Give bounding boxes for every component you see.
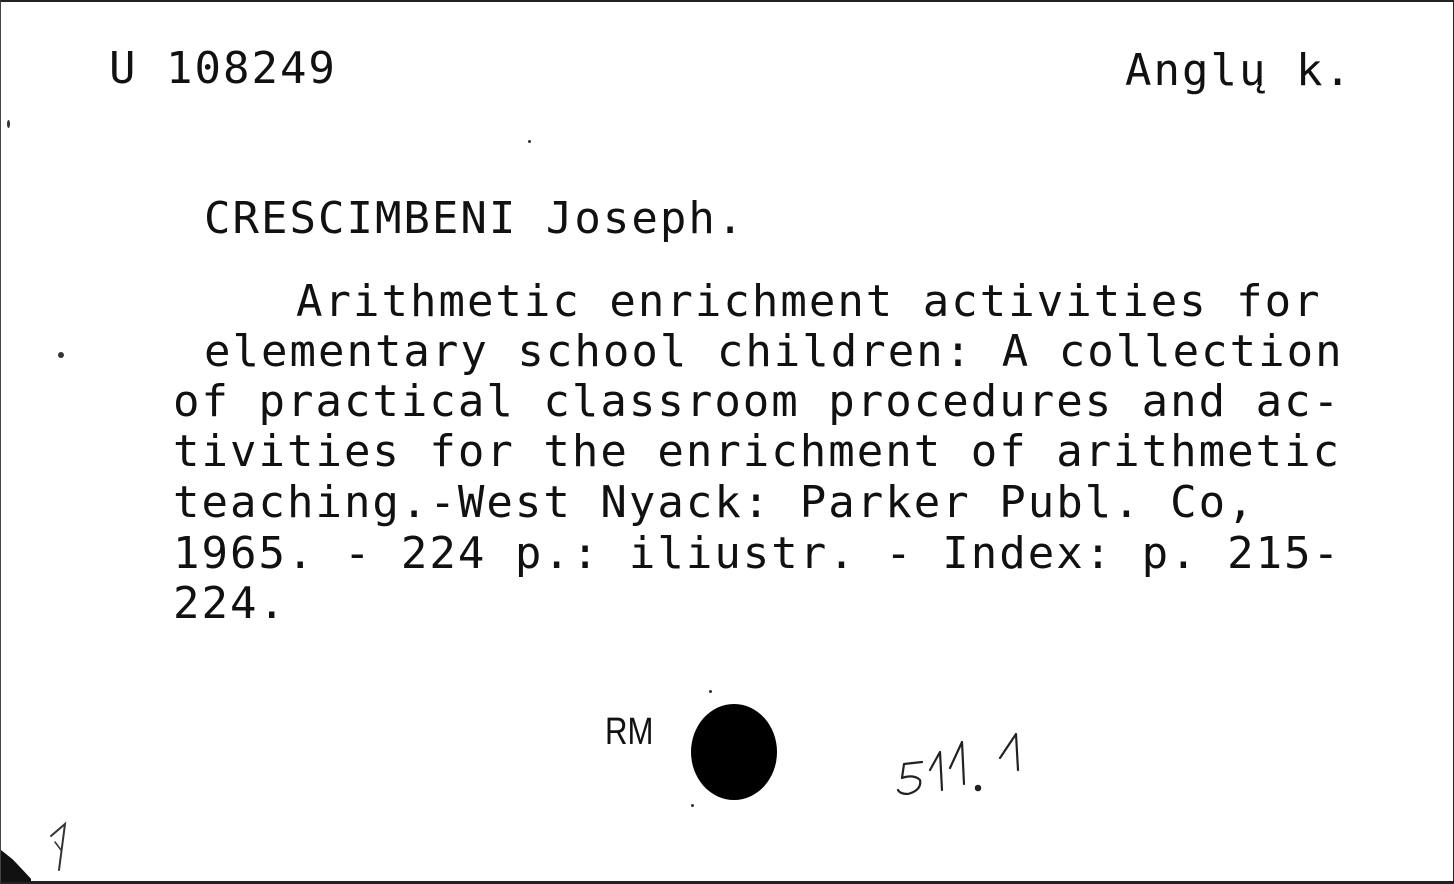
rm-stamp-label: RM bbox=[605, 711, 654, 753]
ink-speck bbox=[7, 120, 10, 128]
handwritten-shelf-mark bbox=[896, 730, 1066, 800]
description-line: teaching.-West Nyack: Parker Publ. Co, bbox=[173, 477, 1256, 528]
author-heading: CRESCIMBENI Joseph. bbox=[204, 193, 746, 244]
handwritten-corner-mark bbox=[45, 820, 75, 874]
ink-speck bbox=[58, 352, 64, 358]
description-line: 1965. - 224 p.: iliustr. - Index: p. 215- bbox=[173, 528, 1342, 579]
ink-speck bbox=[709, 690, 712, 693]
description-line: elementary school children: A collection bbox=[204, 326, 1344, 377]
punch-hole bbox=[691, 704, 777, 800]
corner-ink-blot bbox=[1, 850, 31, 882]
call-number: U 108249 bbox=[109, 43, 337, 94]
description-line: tivities for the enrichment of arithmetic bbox=[173, 426, 1342, 477]
ink-speck bbox=[528, 140, 531, 143]
description-line: of practical classroom procedures and ac- bbox=[173, 376, 1342, 427]
ink-speck bbox=[691, 804, 694, 807]
description-line: Arithmetic enrichment activities for bbox=[296, 276, 1322, 327]
language-label: Anglų k. bbox=[1125, 45, 1353, 96]
description-line: 224. bbox=[173, 578, 287, 629]
